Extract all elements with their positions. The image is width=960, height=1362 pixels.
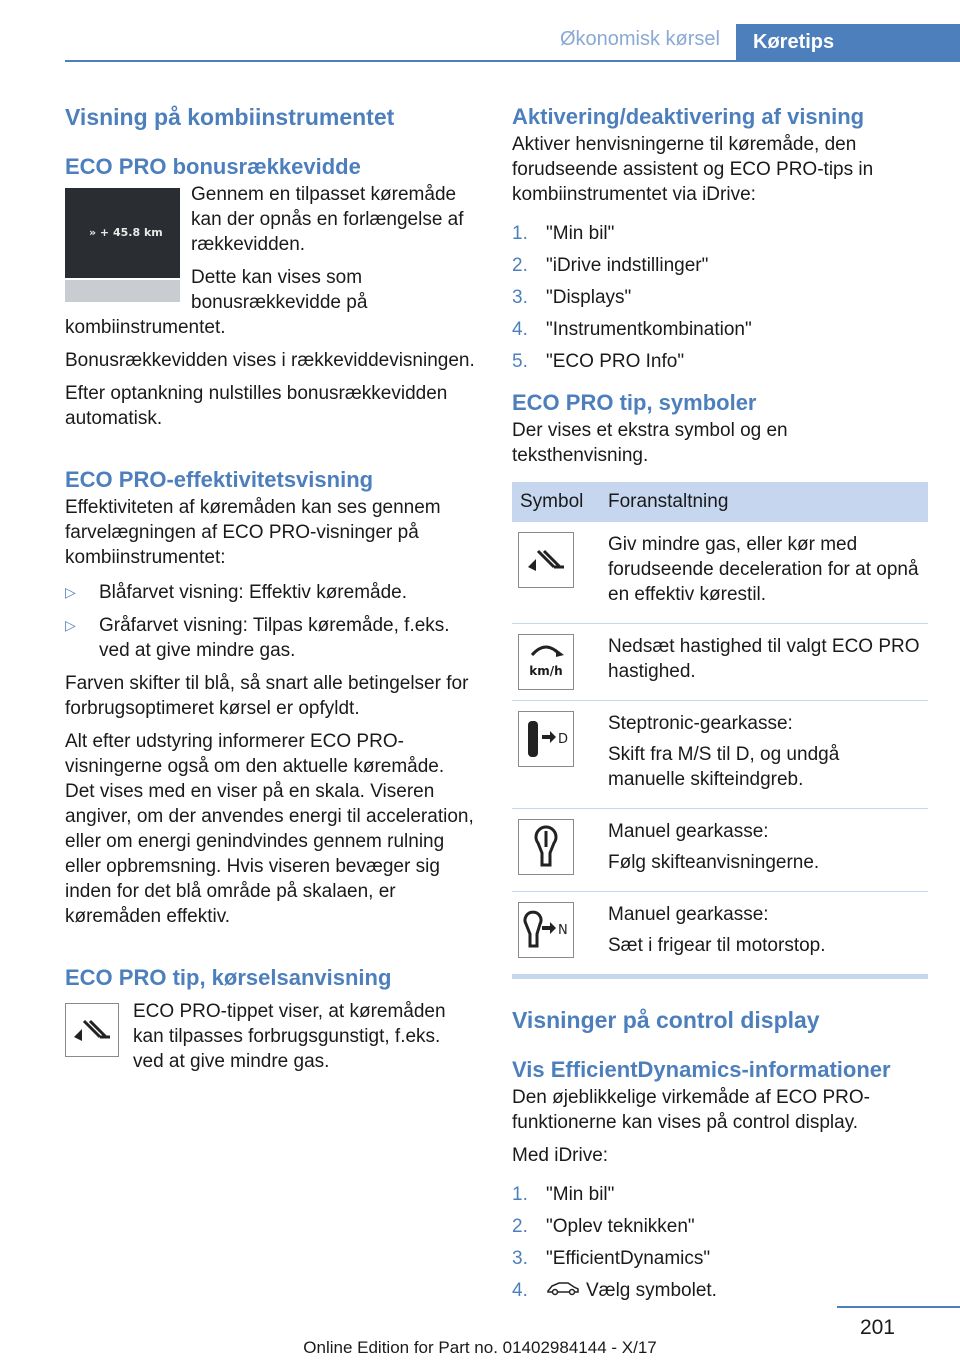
eff-paragraph-1: Effektiviteten af køremåden kan ses gennem farvelægningen af ECO PRO-visninger på kombiinstrumentet: xyxy=(65,497,441,568)
table-row: Manuel gearkasse: Følg skifteanvisningerne. xyxy=(512,809,928,892)
left-column xyxy=(65,100,475,1074)
list-item: 2. "Oplev teknikken" xyxy=(512,1216,695,1237)
bonus-paragraph-1: Gennem en tilpasset køremåde kan der opnås en forlængelse af rækkevidden. xyxy=(191,184,464,255)
table-row: N Manuel gearkasse: Sæt i frigear til motorstop. xyxy=(512,892,928,975)
list-item: 3. "Displays" xyxy=(512,287,632,308)
table-row: km/h Nedsæt hastighed til valgt ECO PRO hastighed. xyxy=(512,624,928,701)
table-header-action: Foranstaltning xyxy=(600,482,928,522)
eff-paragraph-3: Alt efter udstyring informerer ECO PRO-visningerne også om den aktuelle køremåde. Det vises med en viser på en skala. Viseren angiver, om der anvendes energi til acceleration, eller om energi genindvindes gennem rulning eller opbremsning. Hvis viseren bevæger sig inden for det blå område på skalaen, er køremåden effektiv. xyxy=(65,731,474,927)
edition-footer: Online Edition for Part no. 01402984144 - X/17 xyxy=(303,1338,657,1357)
list-item: ▷ Gråfarvet visning: Tilpas køremåde, f.eks. ved at give mindre gas. xyxy=(65,615,450,661)
list-item: 4. Vælg symbolet. xyxy=(512,1278,928,1303)
symbol-table xyxy=(512,482,928,975)
akt-steps-list xyxy=(512,221,928,374)
svg-text:N: N xyxy=(558,923,568,938)
list-item: 4. "Instrumentkombination" xyxy=(512,319,752,340)
bonus-range-display-image xyxy=(65,188,180,304)
eff-bullet-list xyxy=(65,580,475,663)
table-header-symbol: Symbol xyxy=(512,482,600,522)
header-rule xyxy=(65,60,960,62)
table-header-row xyxy=(512,482,928,522)
list-item: 3. "EfficientDynamics" xyxy=(512,1248,711,1269)
triangle-bullet-icon: ▷ xyxy=(65,584,76,600)
list-item: 1. "Min bil" xyxy=(512,1184,615,1205)
sym-paragraph: Der vises et ekstra symbol og en teksthenvisning. xyxy=(512,420,788,466)
bonus-paragraph-3: Bonusrækkevidden vises i rækkeviddevisningen. xyxy=(65,350,475,371)
ctrl-paragraph-2: Med iDrive: xyxy=(512,1145,609,1166)
table-bottom-rule xyxy=(512,975,928,979)
foot-off-pedal-icon xyxy=(65,1003,119,1057)
bonus-paragraph-2: Dette kan vises som bonusrækkevidde på kombiinstrumentet. xyxy=(65,267,368,338)
eff-paragraph-2: Farven skifter til blå, så snart alle betingelser for forbrugsoptimeret kørsel er opfyldt. xyxy=(65,673,469,719)
page-number: 201 xyxy=(859,1316,895,1339)
bonus-range-display-text: » + 45.8 km xyxy=(89,226,163,239)
triangle-bullet-icon: ▷ xyxy=(65,617,76,633)
heading-visning: Visning på kombiinstrumentet xyxy=(65,104,395,130)
steptronic-d-icon xyxy=(518,711,574,767)
ctrl-steps-list xyxy=(512,1182,928,1303)
speed-kmh-icon: km/h xyxy=(518,634,574,690)
header-section-title: Økonomisk kørsel xyxy=(559,28,720,50)
right-column xyxy=(512,100,928,1310)
ctrl-paragraph-1: Den øjeblikkelige virkemåde af ECO PRO-funktionerne kan vises på control display. xyxy=(512,1087,870,1133)
list-item: 5. "ECO PRO Info" xyxy=(512,351,685,372)
akt-paragraph: Aktiver henvisningerne til køremåde, den forudseende assistent og ECO PRO-tips in kombiinstrumentet via iDrive: xyxy=(512,134,874,205)
bonus-paragraph-4: Efter optankning nulstilles bonusrækkevidden automatisk. xyxy=(65,383,448,429)
list-item: 2. "iDrive indstillinger" xyxy=(512,255,709,276)
heading-bonus: ECO PRO bonusrækkevidde xyxy=(65,154,361,179)
heading-tip: ECO PRO tip, kørselsanvisning xyxy=(65,965,392,990)
footer-rule xyxy=(837,1306,960,1308)
car-outline-icon xyxy=(546,1278,580,1303)
manual-shift-icon xyxy=(518,819,574,875)
heading-aktivering: Aktivering/deaktivering af visning xyxy=(512,104,865,129)
heading-symboler: ECO PRO tip, symboler xyxy=(512,390,757,415)
svg-text:D: D xyxy=(558,732,569,747)
table-row: Giv mindre gas, eller kør med forudseende deceleration for at opnå en effektiv kørestil. xyxy=(512,522,928,624)
table-row: D Steptronic-gearkasse: Skift fra M/S til D, og undgå manuelle skifteindgreb. xyxy=(512,701,928,809)
heading-effektivitet: ECO PRO-effektivitetsvisning xyxy=(65,467,374,492)
tip-paragraph: ECO PRO-tippet viser, at køremåden kan tilpasses forbrugsgunstigt, f.eks. ved at give mindre gas. xyxy=(133,1001,446,1072)
heading-efficientdynamics: Vis EfficientDynamics-informationer xyxy=(512,1057,891,1082)
header-tab: Køretips xyxy=(736,24,960,62)
heading-control-display: Visninger på control display xyxy=(512,1007,820,1033)
neutral-n-icon xyxy=(518,902,574,958)
list-item: 1. "Min bil" xyxy=(512,223,615,244)
list-item: ▷ Blåfarvet visning: Effektiv køremåde. xyxy=(65,582,407,603)
foot-off-pedal-icon xyxy=(518,532,574,588)
